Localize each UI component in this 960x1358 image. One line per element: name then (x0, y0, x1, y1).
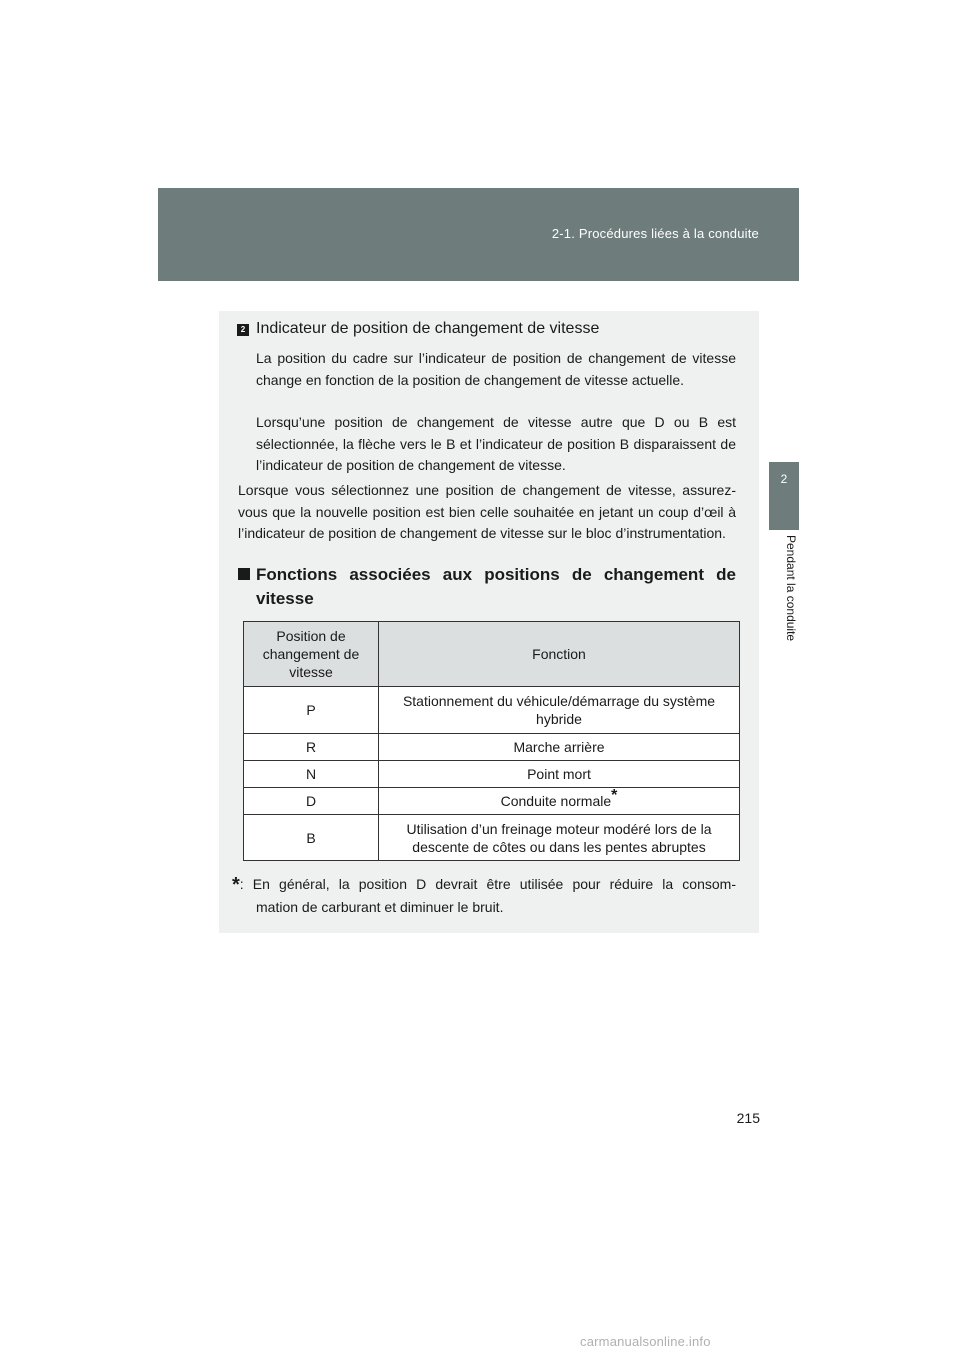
footnote: *: En général, la position D devrait être utilisée pour réduire la consom- mation de carburant et diminuer le bruit. (232, 874, 736, 915)
table-header-position: Position de changement de vitesse (244, 622, 379, 687)
table-header-row (244, 622, 740, 687)
item-paragraph-2: Lorsqu’une position de changement de vitesse autre que D ou B est sélectionnée, la flèche vers le B et l’indicateur de position B disparaissent de l’indicateur de position de changement de vitesse. (256, 414, 736, 473)
footnote-star: * (232, 874, 240, 896)
table-row: B Utilisation d’un freinage moteur modéré lors de la descente de côtes ou dans les pentes abruptes (244, 815, 740, 861)
section-breadcrumb: 2-1. Procédures liées à la conduite (551, 226, 759, 241)
header-band (158, 188, 799, 281)
table-row: P Stationnement du véhicule/démarrage du système hybride (244, 687, 740, 734)
page-number: 215 (736, 1110, 760, 1126)
chapter-number: 2 (780, 472, 788, 486)
item-title: Indicateur de position de changement de vitesse (256, 320, 600, 337)
table-row: N Point mort (244, 761, 740, 788)
heading-square-bullet: Fonctions (238, 563, 337, 587)
section-heading: Fonctions associées aux positions de changement de vitesse (238, 563, 736, 611)
item-number-badge: 2 (237, 324, 249, 336)
table-header-function: Fonction (379, 622, 740, 687)
footnote-marker: * (611, 787, 618, 804)
item-paragraph-1: La position du cadre sur l’indicateur de position de changement de vitesse change en fonction de la position de changement de vitesse actuelle. (256, 350, 736, 388)
table-row: D Conduite normale* (244, 788, 740, 815)
body-paragraph: Lorsque vous sélectionnez une position de changement de vitesse, assurez-vous que la nouvelle position est bien celle souhaitée en jetant un coup d’œil à l’indicateur de position de changement de vitesse sur le bloc d’instrumentation. (238, 482, 736, 541)
watermark[interactable]: carmanualsonline.info (580, 1334, 711, 1349)
chapter-tab (769, 462, 799, 530)
gear-position-table (243, 621, 740, 861)
chapter-label: Pendant la conduite (784, 535, 798, 642)
table-row: R Marche arrière (244, 734, 740, 761)
